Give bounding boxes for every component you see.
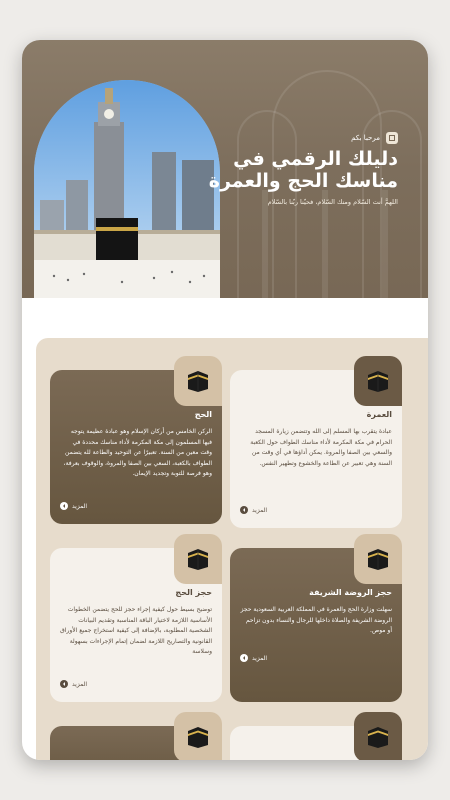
- card-title: حجز الحج: [175, 588, 212, 597]
- more-label: المزيد: [72, 680, 88, 688]
- bg-column: [382, 190, 388, 298]
- more-label: المزيد: [252, 654, 268, 662]
- more-link[interactable]: [60, 502, 87, 510]
- card-partial[interactable]: [230, 726, 402, 760]
- kaaba-icon: [354, 712, 402, 760]
- hero-banner: [22, 40, 428, 298]
- card-partial[interactable]: [50, 726, 222, 760]
- card-description: عبادة يتقرب بها المسلم إلى الله وتتضمن زيارة المسجد الحرام في مكة المكرمة لأداء مناسك الطواف حول الكعبة والسعي بين الصفا والمروة. يمكن أداؤها في أي وقت من السنة وهي تعبير عن الطاعة والخشوع وتطهير النفس.: [250, 428, 392, 467]
- card-title: العمرة: [366, 410, 392, 419]
- card-title: حجز الروضة الشريفة: [309, 588, 392, 597]
- more-link[interactable]: [240, 654, 267, 662]
- more-label: المزيد: [72, 502, 88, 510]
- more-link[interactable]: [60, 680, 87, 688]
- card-umrah[interactable]: [230, 370, 402, 528]
- card-rawdah-booking[interactable]: [230, 548, 402, 702]
- welcome-row: [351, 132, 398, 144]
- arrow-left-icon: [240, 506, 248, 514]
- card-description: توضيح بسيط حول كيفية إجراء حجز للحج يتضمن الخطوات الأساسية اللازمة لاختيار الباقة المناسبة وتقديم البيانات الشخصية المطلوبة، بالإضافة إلى كيفية استخراج جميع الأوراق القانونية والتصاريح اللازمة لضمان إتمام الإجراءات بسهولة وسلاسة: [60, 606, 212, 655]
- welcome-icon: [386, 132, 398, 144]
- bg-column: [322, 190, 328, 298]
- more-link[interactable]: [240, 506, 267, 514]
- app-screen: [22, 40, 428, 760]
- welcome-text: مرحبا بكم: [351, 134, 380, 142]
- card-description: الركن الخامس من أركان الإسلام وهو عبادة عظيمة يتوجه فيها المسلمون إلى مكة المكرمة لأداء مناسك محددة في وقت معين من السنة. تعبيرًا عن التوحيد والطاعة لله يتضمن الطواف بالكعبة، السعي بين الصفا والمروة، والوقوف بعرفة، وهو فرصة للتوبة وتجديد الإيمان.: [63, 428, 212, 477]
- card-title: الحج: [194, 410, 212, 419]
- arrow-left-icon: [240, 654, 248, 662]
- card-hajj[interactable]: [50, 370, 222, 524]
- kaaba-icon: [354, 356, 402, 406]
- bg-column: [262, 190, 268, 298]
- hero-subtitle: اللهمَّ أنت السّلام ومنك السّلام، فحيّنا ربّنا بالسّلام: [267, 198, 398, 206]
- kaaba-icon: [174, 356, 222, 406]
- kaaba-icon: [174, 534, 222, 584]
- more-label: المزيد: [252, 506, 268, 514]
- card-hajj-booking[interactable]: [50, 548, 222, 702]
- kaaba-icon: [174, 712, 222, 760]
- hero-title: دليلك الرقمي في مناسك الحج والعمرة: [208, 148, 398, 192]
- kaaba-icon: [354, 534, 402, 584]
- card-description: سهلت وزارة الحج والعمرة في المملكة العربية السعودية حجز الروضة الشريفة والصلاة داخلها للرجال والنساء بدون تزاحم أو موص.: [240, 606, 392, 634]
- cards-panel: [36, 338, 428, 760]
- kaaba-photo: [34, 80, 220, 298]
- arrow-left-icon: [60, 680, 68, 688]
- arrow-left-icon: [60, 502, 68, 510]
